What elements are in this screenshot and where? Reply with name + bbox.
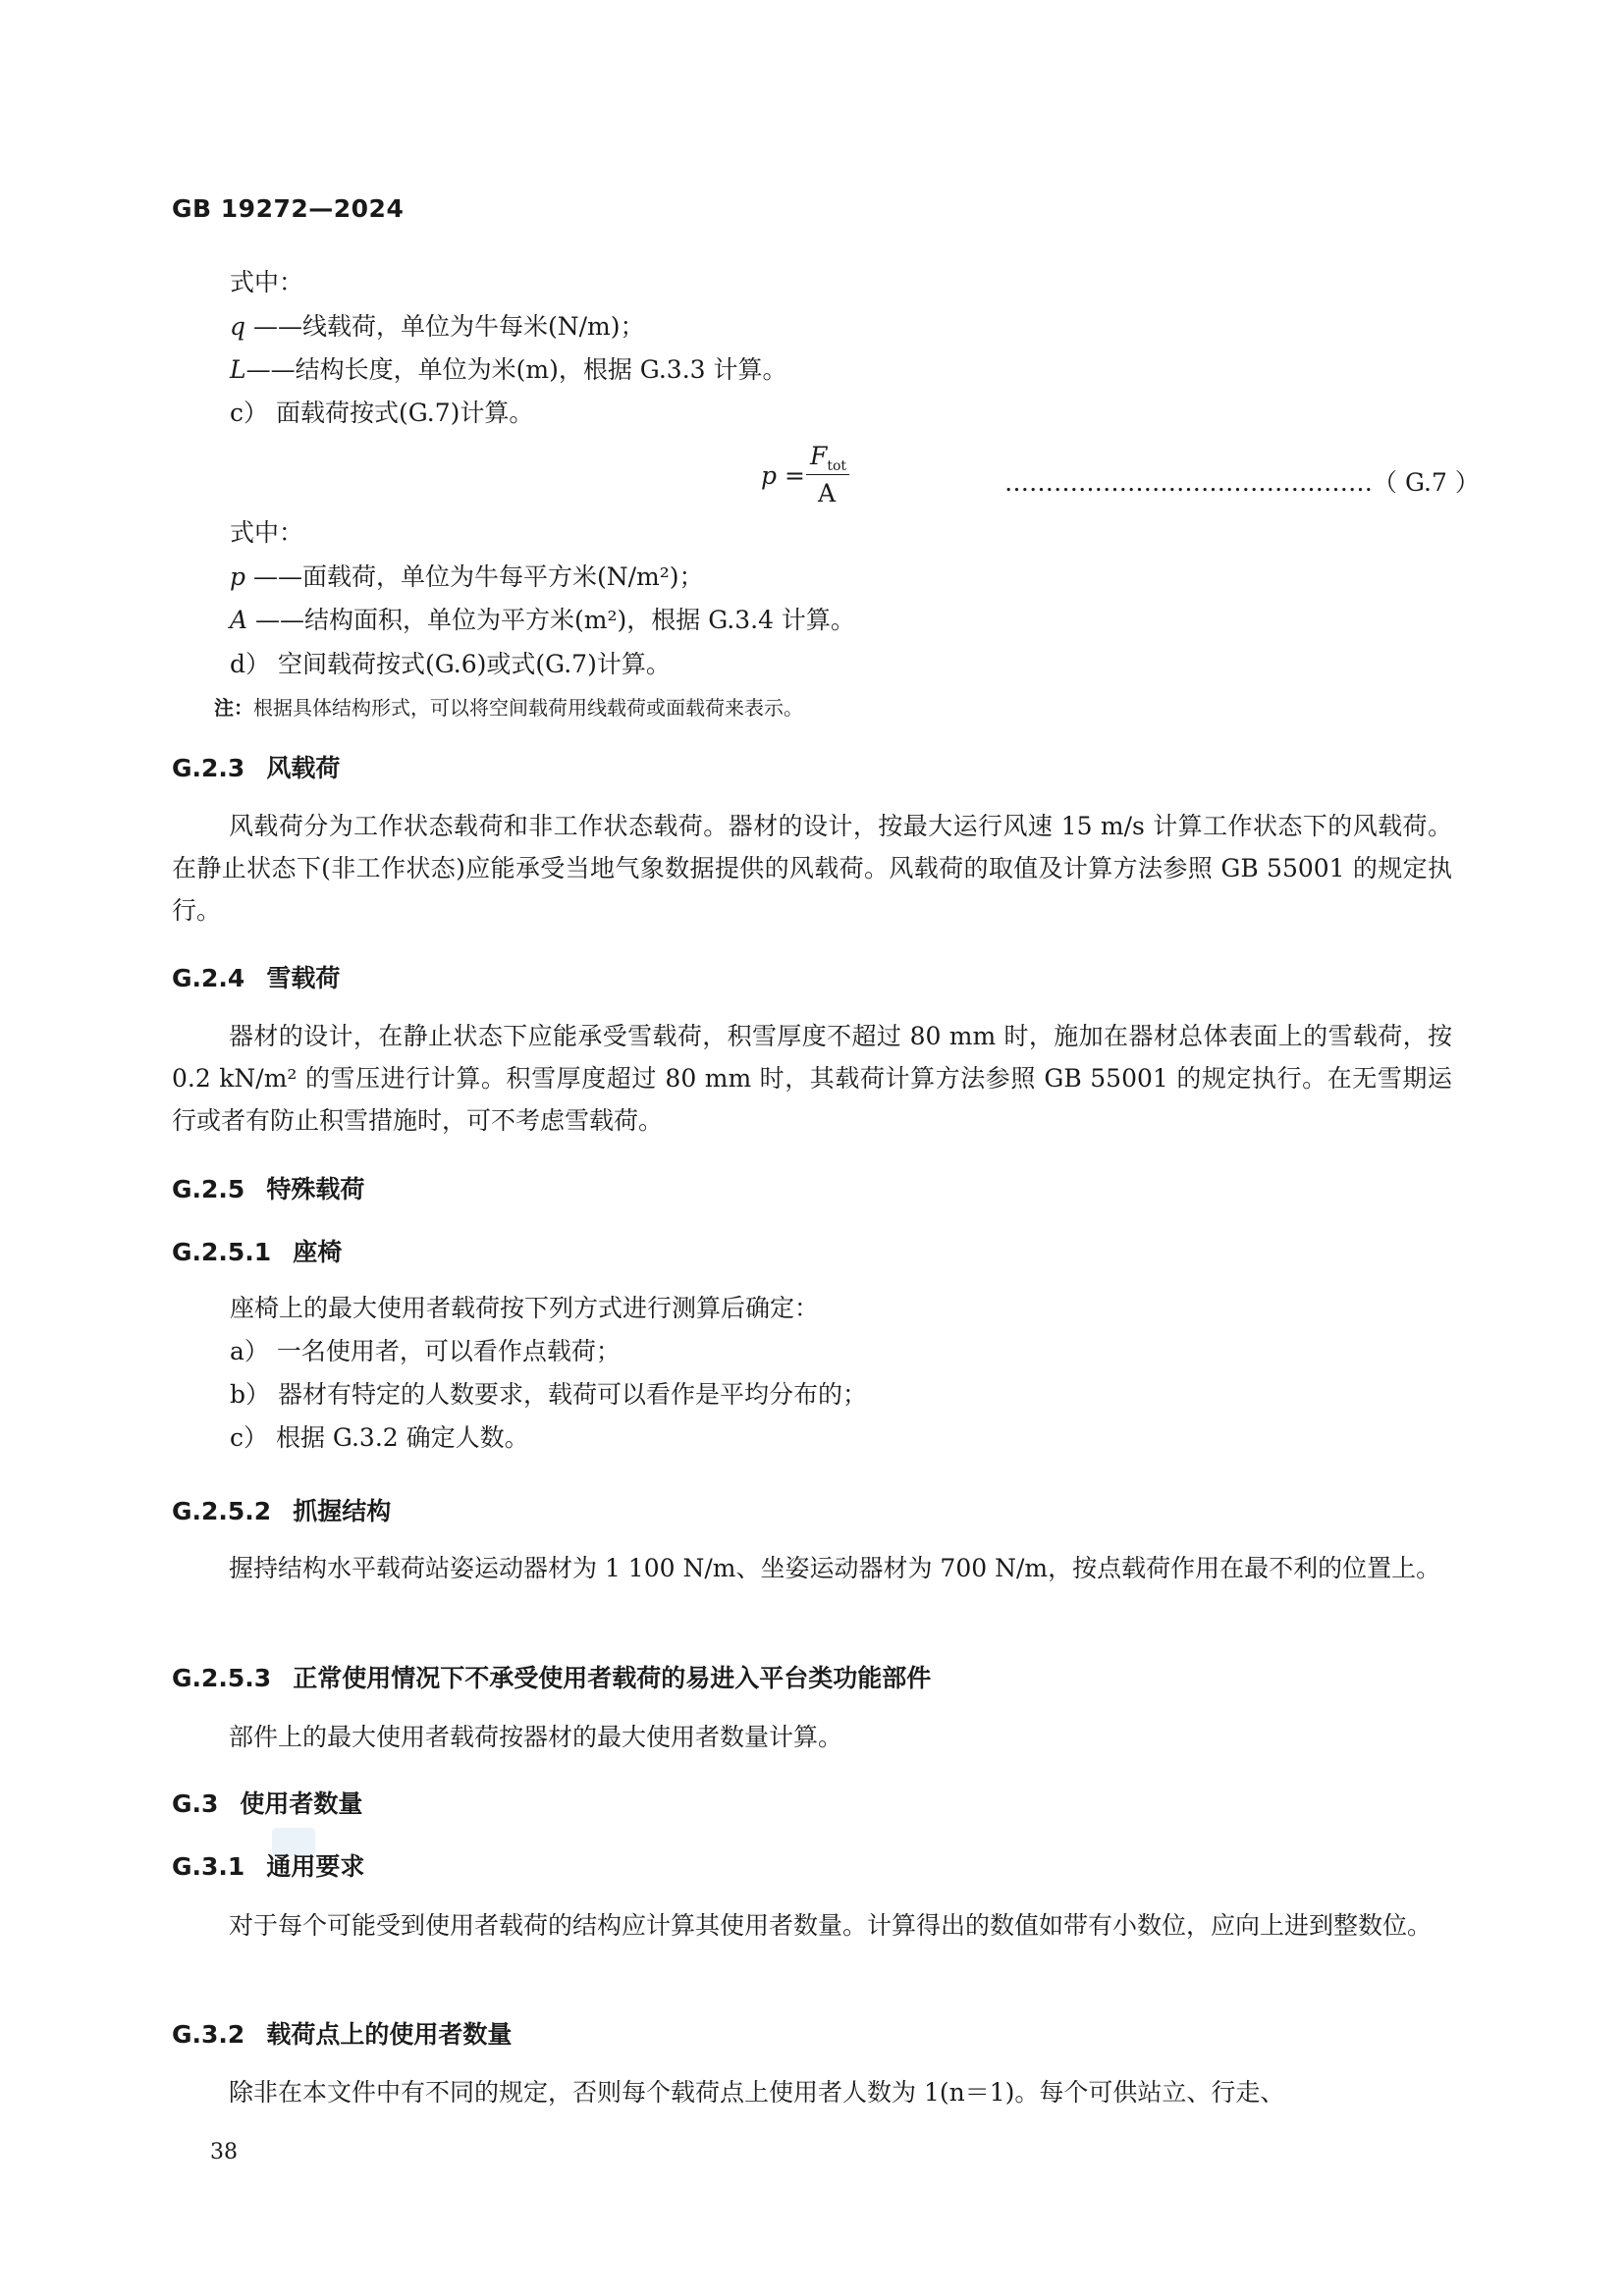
heading-title: 抓握结构 <box>293 1497 392 1525</box>
paragraph-snow-load: 器材的设计，在静止状态下应能承受雪载荷，积雪厚度不超过 80 mm 时，施加在器材总体表面上的雪载荷，按 0.2 kN/m² 的雪压进行计算。积雪厚度超过 80 mm 时，其载荷计算方法参照 GB 55001 的规定执行。在无雪期运行或者有防止积雪措施时，可不考虑雪载荷。 <box>172 1022 1452 1135</box>
heading-G-3-2 <box>172 2015 512 2051</box>
formula-G7 <box>761 442 864 510</box>
formula-numerator-subscript: tot <box>827 458 847 474</box>
list-item-c: c） 面载荷按式(G.7)计算。 <box>230 399 534 427</box>
formula-lhs: p = <box>761 461 805 490</box>
A-symbol: A <box>230 606 248 634</box>
heading-number: G.2.3 <box>172 754 245 782</box>
page-number: 38 <box>210 2140 238 2164</box>
heading-number: G.2.5.2 <box>172 1497 272 1525</box>
heading-G-2-5-1 <box>172 1233 342 1268</box>
note-text: 根据具体结构形式，可以将空间载荷用线载荷或面载荷来表示。 <box>253 696 803 720</box>
heading-title: 正常使用情况下不承受使用者载荷的易进入平台类功能部件 <box>293 1664 932 1692</box>
seat-intro: 座椅上的最大使用者载荷按下列方式进行测算后确定： <box>230 1294 820 1322</box>
paragraph-general-requirements: 对于每个可能受到使用者载荷的结构应计算其使用者数量。计算得出的数值如带有小数位，应向上进到整数位。 <box>229 1911 1433 1940</box>
paragraph-users-per-load-point: 除非在本文件中有不同的规定，否则每个载荷点上使用者人数为 1(n＝1)。每个可供站立、行走、 <box>229 2078 1285 2107</box>
note <box>214 692 803 721</box>
heading-title: 雪载荷 <box>266 964 341 992</box>
heading-number: G.3 <box>172 1789 219 1818</box>
heading-title: 风载荷 <box>266 754 341 782</box>
heading-number: G.2.5 <box>172 1175 245 1203</box>
wherein-label: 式中： <box>230 268 304 296</box>
heading-number: G.2.5.3 <box>172 1664 272 1692</box>
L-symbol: L <box>230 355 246 384</box>
note-label: 注： <box>214 696 253 720</box>
standard-number: GB 19272—2024 <box>172 194 405 223</box>
paragraph-grip-structure: 握持结构水平载荷站姿运动器材为 1 100 N/m、坐姿运动器材为 700 N/m，按点载荷作用在最不利的位置上。 <box>229 1554 1441 1582</box>
A-definition <box>230 608 855 632</box>
A-definition-text: ——结构面积，单位为平方米(m²)，根据 G.3.4 计算。 <box>255 606 855 634</box>
heading-G-2-3 <box>172 749 340 784</box>
fraction-bar <box>806 474 849 475</box>
heading-G-2-5 <box>172 1170 364 1205</box>
heading-G-2-5-2 <box>172 1492 391 1527</box>
formula-numerator-symbol: F <box>810 442 828 470</box>
heading-title: 使用者数量 <box>240 1789 363 1818</box>
heading-G-3-1 <box>172 1847 364 1883</box>
wherein-label-2: 式中： <box>230 518 304 547</box>
p-symbol: p <box>230 562 246 591</box>
heading-G-3 <box>172 1785 362 1820</box>
formula-denominator: A <box>818 479 837 507</box>
heading-number: G.2.5.1 <box>172 1238 272 1266</box>
heading-title: 载荷点上的使用者数量 <box>266 2020 513 2049</box>
heading-title: 通用要求 <box>266 1852 365 1881</box>
paragraph-platform-parts: 部件上的最大使用者载荷按器材的最大使用者数量计算。 <box>229 1723 843 1751</box>
heading-number: G.2.4 <box>172 964 245 992</box>
formula-numerator <box>810 442 846 474</box>
q-definition-text: ——线载荷，单位为牛每米(N/m)； <box>252 312 645 341</box>
p-definition <box>230 564 704 589</box>
seat-item-b: b） 器材有特定的人数要求，载荷可以看作是平均分布的； <box>230 1380 867 1409</box>
q-definition <box>230 314 644 339</box>
list-item-d: d） 空间载荷按式(G.6)或式(G.7)计算。 <box>230 650 671 678</box>
heading-G-2-4 <box>172 959 340 994</box>
equation-number: ………………………………………（ G.7 ） <box>1004 468 1480 497</box>
heading-title: 座椅 <box>293 1238 343 1266</box>
q-symbol: q <box>230 312 246 341</box>
heading-G-2-5-3 <box>172 1659 931 1694</box>
seat-item-c: c） 根据 G.3.2 确定人数。 <box>230 1423 529 1452</box>
heading-number: G.3.1 <box>172 1852 245 1881</box>
seat-item-a: a） 一名使用者，可以看作点载荷； <box>230 1337 621 1365</box>
heading-number: G.3.2 <box>172 2020 245 2049</box>
heading-title: 特殊载荷 <box>266 1175 365 1203</box>
paragraph-wind-load: 风载荷分为工作状态载荷和非工作状态载荷。器材的设计，按最大运行风速 15 m/s 计算工作状态下的风载荷。在静止状态下(非工作状态)应能承受当地气象数据提供的风载荷。风载荷的取值及计算方法参照 GB 55001 的规定执行。 <box>172 812 1452 925</box>
L-definition-text: ——结构长度，单位为米(m)，根据 G.3.3 计算。 <box>245 355 787 384</box>
p-definition-text: ——面载荷，单位为牛每平方米(N/m²)； <box>252 562 704 591</box>
L-definition <box>230 357 787 382</box>
